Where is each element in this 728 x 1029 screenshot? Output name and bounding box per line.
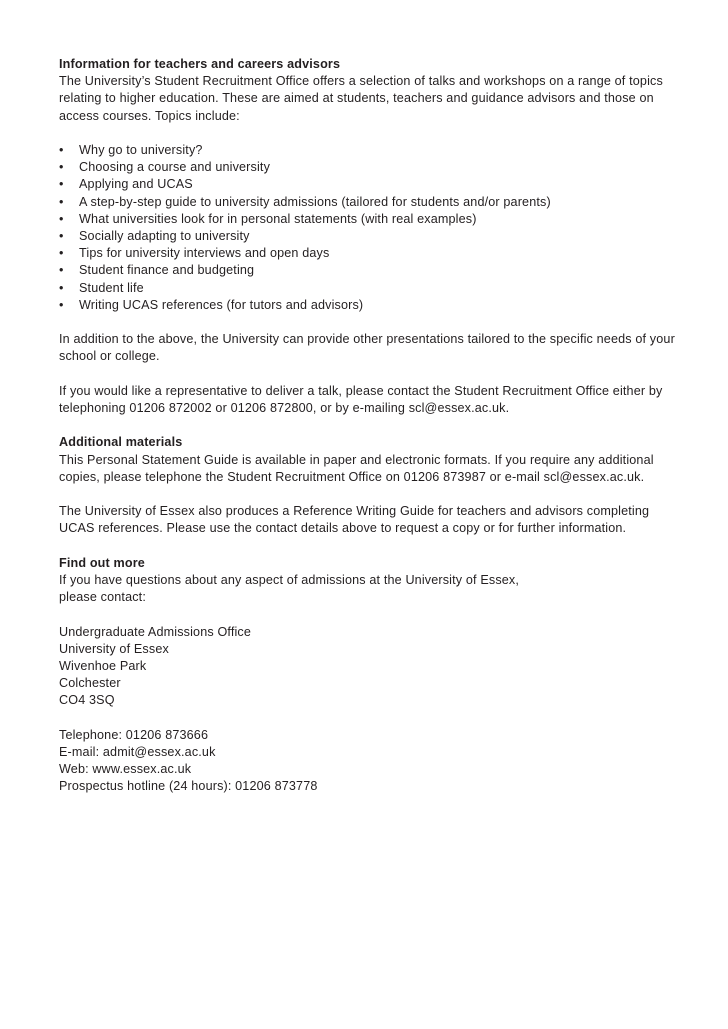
bullet-icon: •: [59, 246, 64, 261]
bullet-icon: •: [59, 160, 64, 175]
website: Web: www.essex.ac.uk: [59, 762, 192, 777]
list-item: • Socially adapting to university: [59, 228, 679, 245]
telephone: Telephone: 01206 873666: [59, 727, 209, 742]
materials-heading: Additional materials: [59, 435, 183, 450]
list-item: • What universities look for in personal statements (with real examples): [59, 211, 679, 228]
bullet-icon: •: [59, 143, 64, 157]
materials-paragraph-2: The University of Essex also produces a Reference Writing Guide for teachers and advisors completing UCAS references. Please use the contact details above to request a copy or for further information.: [59, 504, 650, 536]
contact-details: [59, 727, 679, 796]
find-out-more-intro: If you have questions about any aspect of admissions at the University of Essex, please contact:: [59, 573, 520, 605]
list-item: • Student life: [59, 280, 679, 297]
topics-list: [59, 142, 679, 314]
talk-contact-paragraph: If you would like a representative to deliver a talk, please contact the Student Recruitment Office either by telephoning 01206 872002 or 01206 872800, or by e-mailing scl@essex.ac.uk.: [59, 383, 663, 416]
bullet-icon: •: [59, 280, 64, 295]
bullet-icon: •: [59, 211, 64, 226]
list-item: • Tips for university interviews and open days: [59, 245, 679, 262]
list-item: • Writing UCAS references (for tutors and advisors): [59, 297, 679, 314]
list-item: • Applying and UCAS: [59, 176, 679, 193]
find-out-more-heading: Find out more: [59, 555, 145, 570]
bullet-icon: •: [59, 194, 64, 209]
bullet-icon: •: [59, 297, 64, 312]
teachers-heading: Information for teachers and careers advisors: [59, 57, 341, 71]
materials-paragraph-1: This Personal Statement Guide is available in paper and electronic formats. If you require any additional copies, please telephone the Student Recruitment Office on 01206 873987 or e-mail scl@essex.ac.uk.: [59, 452, 654, 484]
bullet-icon: •: [59, 263, 64, 278]
address-line: Undergraduate Admissions Office: [59, 624, 252, 639]
list-item: • Why go to university?: [59, 142, 679, 159]
list-item: • Choosing a course and university: [59, 159, 679, 176]
additional-presentations-paragraph: In addition to the above, the University can provide other presentations tailored to the specific needs of your school or college.: [59, 332, 675, 364]
address-line: Colchester: [59, 676, 121, 691]
prospectus-hotline: Prospectus hotline (24 hours): 01206 873778: [59, 779, 318, 794]
bullet-icon: •: [59, 229, 64, 244]
document-page: [59, 56, 679, 796]
list-item: • Student finance and budgeting: [59, 262, 679, 279]
email: E-mail: admit@essex.ac.uk: [59, 745, 216, 759]
bullet-icon: •: [59, 177, 64, 192]
address-line: Wivenhoe Park: [59, 659, 147, 673]
teachers-intro: The University’s Student Recruitment Office offers a selection of talks and workshops on a range of topics relating to higher education. These are aimed at students, teachers and guidance advisors and those on access courses. Topics include:: [59, 74, 663, 123]
postal-address: [59, 624, 679, 710]
list-item: • A step-by-step guide to university admissions (tailored for students and/or parents): [59, 194, 679, 211]
address-line: University of Essex: [59, 641, 169, 656]
address-line: CO4 3SQ: [59, 693, 115, 708]
